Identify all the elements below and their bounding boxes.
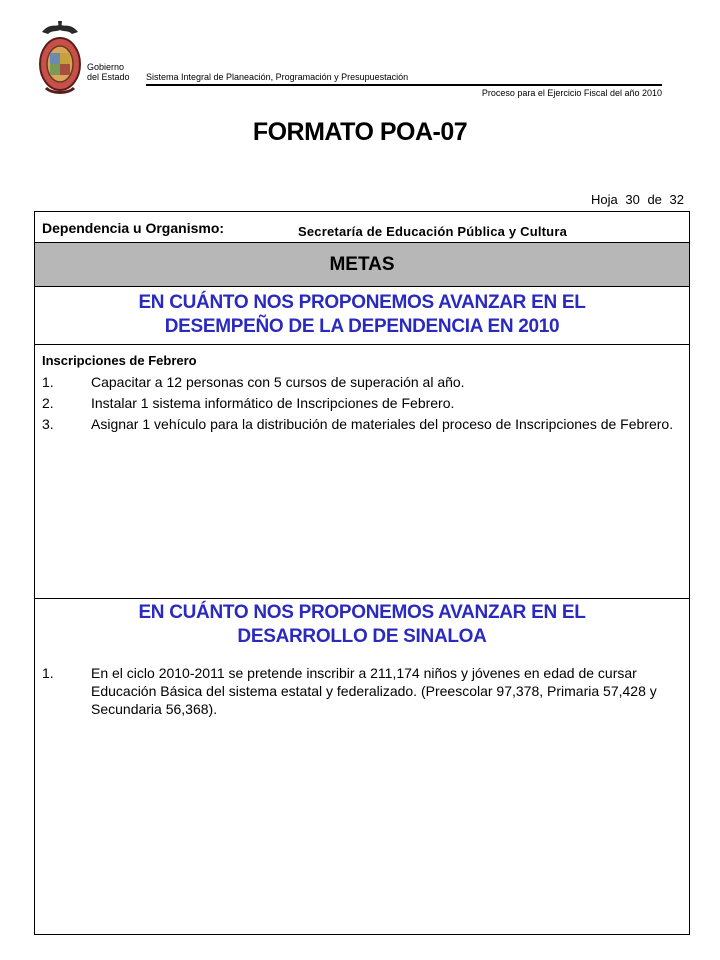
section2-title-line1: EN CUÁNTO NOS PROPONEMOS AVANZAR EN EL	[138, 602, 586, 623]
section2-title-line2: DESARROLLO DE SINALOA	[237, 626, 487, 647]
sheet-number	[587, 192, 684, 207]
list-item-number: 3.	[42, 416, 54, 432]
sheet-label: Hoja	[590, 192, 618, 207]
list-item-text: En el ciclo 2010-2011 se pretende inscribir a 211,174 niños y jóvenes en edad de cursar Educación Básica del sistema estatal y federalizado. (Preescolar 97,378, Primaria 57,428 y Secundaria 56,368).	[91, 665, 657, 717]
list-item-text: Capacitar a 12 personas con 5 cursos de superación al año.	[91, 374, 465, 390]
sheet-page: 30	[625, 192, 640, 207]
section1-subheading: Inscripciones de Febrero	[42, 353, 197, 368]
section2-title	[35, 599, 689, 657]
sheet-sep: de	[647, 192, 662, 207]
section1-body	[35, 345, 689, 599]
gov-line2: del Estado	[87, 72, 130, 82]
government-label	[87, 62, 130, 82]
section1-list	[42, 373, 679, 433]
section1-title-line2: DESEMPEÑO DE LA DEPENDENCIA EN 2010	[164, 316, 560, 337]
form-frame	[34, 211, 690, 935]
list-item	[42, 373, 679, 391]
page-title: FORMATO POA-07	[252, 118, 468, 146]
list-item	[42, 394, 679, 412]
section1-title	[35, 287, 689, 345]
system-name: Sistema Integral de Planeación, Programación y Presupuestación	[146, 72, 409, 82]
gov-line1: Gobierno	[87, 62, 125, 72]
state-seal-icon	[36, 18, 84, 96]
list-item-text: Instalar 1 sistema informático de Inscripciones de Febrero.	[91, 395, 455, 411]
list-item	[42, 664, 679, 718]
list-item	[42, 415, 679, 433]
section2-body	[35, 657, 689, 934]
section2-list	[42, 664, 679, 718]
list-item-number: 2.	[42, 395, 54, 411]
process-label: Proceso para el Ejercicio Fiscal del año 2010	[481, 88, 662, 98]
list-item-number: 1.	[42, 374, 54, 390]
dependency-value: Secretaría de Educación Pública y Cultura	[298, 224, 568, 239]
header-divider	[146, 84, 662, 86]
dependency-row	[35, 212, 689, 243]
dependency-label: Dependencia u Organismo:	[42, 220, 225, 236]
section1-title-line1: EN CUÁNTO NOS PROPONEMOS AVANZAR EN EL	[138, 292, 586, 313]
list-item-number: 1.	[42, 665, 54, 681]
metas-heading: METAS	[35, 243, 689, 287]
list-item-text: Asignar 1 vehículo para la distribución de materiales del proceso de Inscripciones de Febrero.	[91, 416, 674, 432]
sheet-total: 32	[669, 192, 684, 207]
